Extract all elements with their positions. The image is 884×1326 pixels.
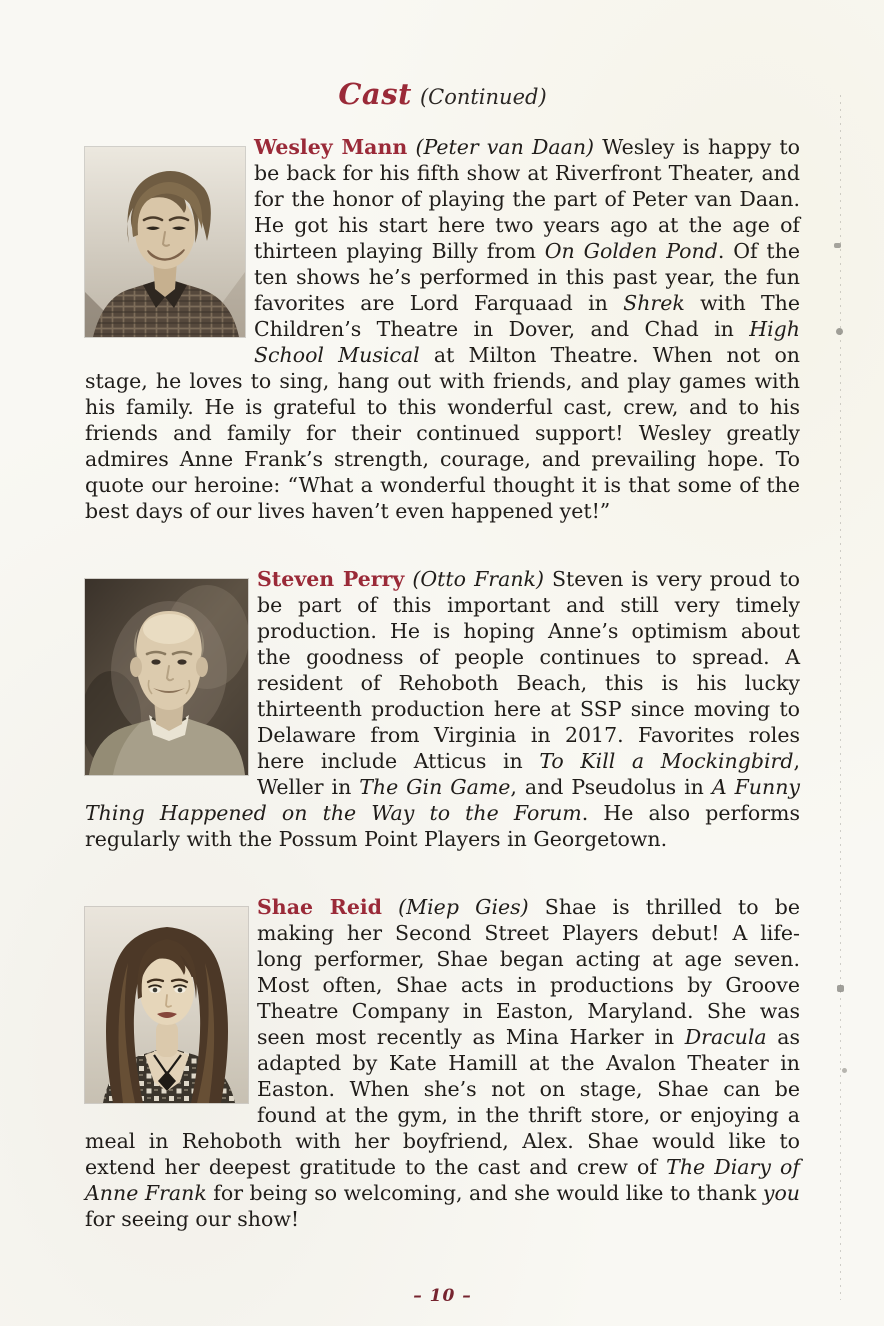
scan-speck [842,1068,847,1073]
headshot-portrait-icon [85,907,248,1103]
title-cast: Cast [338,77,412,111]
cast-member-role: (Miep Gies) [398,895,529,919]
bio-wesley-mann [85,134,800,524]
steven-perry-headshot [85,579,248,775]
cast-member-name: Shae Reid [257,895,382,919]
scan-edge-line [840,95,841,1300]
bio-steven-perry [85,566,800,852]
headshot-portrait-icon [85,147,245,337]
cast-member-name: Steven Perry [257,567,405,591]
scan-speck [834,243,841,248]
shae-reid-headshot [85,907,248,1103]
cast-member-role: (Otto Frank) [412,567,544,591]
bio-body-text: Shae is thrilled to be making her Second Street Players debut! A life-long performer, Shae began acting at age seven. Most often, Shae acts in productions by Groove Theatre Company in Easton, Maryland. She was seen most recently as Mina Harker in Dracula as adapted by Kate Hamill at the Avalon Theater in Easton. When she’s not on stage, Shae can be found at the gym, in the thrift store, or enjoying a meal in Rehoboth with her boyfriend, Alex. Shae would like to extend her deepest gratitude to the cast and crew of The Diary of Anne Frank for being so welcoming, and she would like to thank you for seeing our show! [85,895,801,1231]
scan-speck [836,328,843,335]
wesley-mann-headshot [85,147,245,337]
cast-member-role: (Peter van Daan) [415,135,595,159]
headshot-portrait-icon [85,579,248,775]
page-content [85,0,800,1306]
scan-speck [837,985,844,992]
title-continued: (Continued) [419,85,547,109]
bio-body-text: Wesley is happy to be back for his fifth show at Riverfront Theater, and for the honor of playing the part of Peter van Daan. He got his start here two years ago at the age of thirteen playing Billy from On Golden Pond. Of the ten shows he’s performed in this past year, the fun favorites are Lord Farquaad in Shrek with The Children’s Theatre in Dover, and Chad in High School Musical at Milton Theatre. When not on stage, he loves to sing, hang out with friends, and play games with his family. He is grateful to this wonderful cast, crew, and to his friends and family for their continued support! Wesley greatly admires Anne Frank’s strength, courage, and prevailing hope. To quote our heroine: “What a wonderful thought it is that some of the best days of our lives haven’t even happened yet!” [85,135,801,523]
cast-member-name: Wesley Mann [254,135,408,159]
bio-shae-reid [85,894,800,1232]
page-number: – 10 – [413,1286,472,1306]
page-title [85,76,800,114]
bio-body-text: Steven is very proud to be part of this important and still very timely production. He is hoping Anne’s optimism about the goodness of people continues to spread. A resident of Rehoboth Beach, this is his lucky thirteenth production here at SSP since moving to Delaware from Virginia in 2017. Favorites roles here include Atticus in To Kill a Mockingbird, Weller in The Gin Game, and Pseudolus in A Funny Thing Happened on the Way to the Forum. He also performs regularly with the Possum Point Players in Georgetown. [85,567,801,851]
